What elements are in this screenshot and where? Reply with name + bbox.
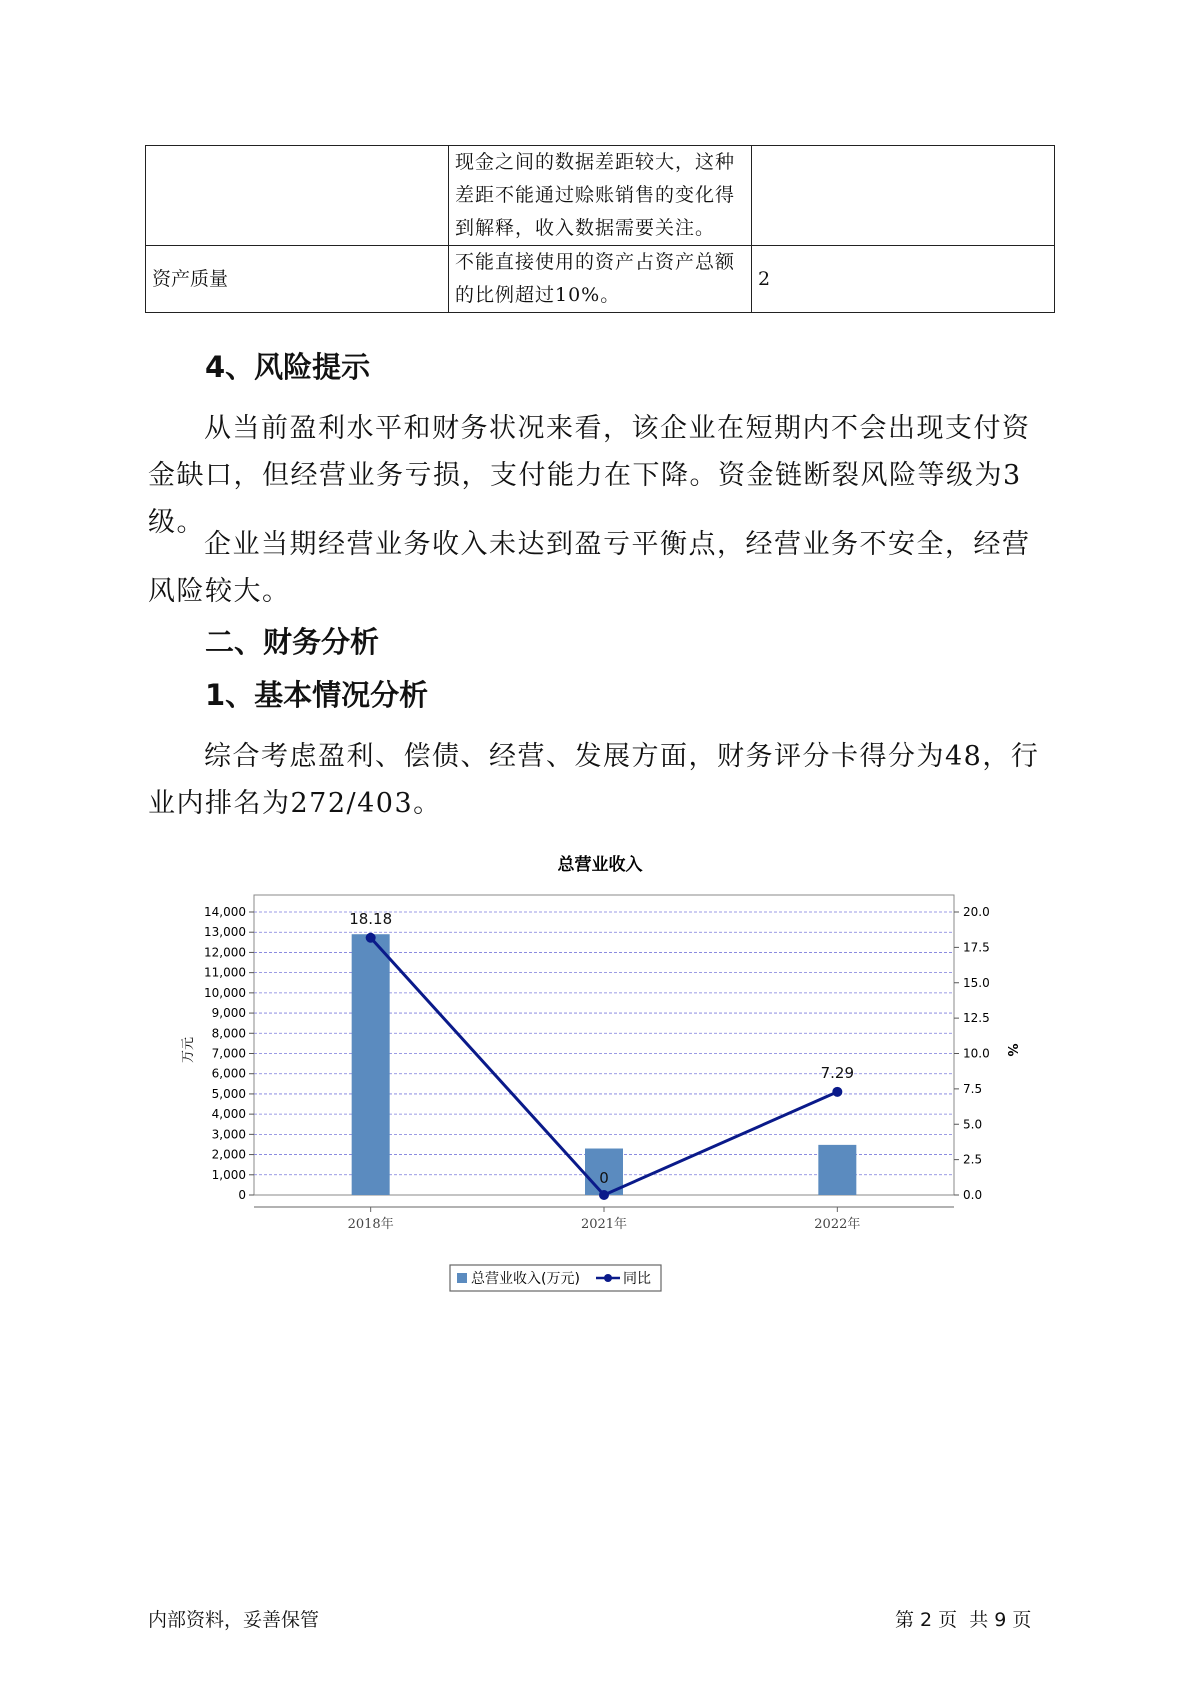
x-tick-label: 2021年	[580, 1217, 628, 1232]
x-tick-label: 2022年	[814, 1217, 861, 1232]
yoy-data-label: 7.29	[820, 1063, 855, 1082]
y2-tick-label: 20.0	[963, 905, 990, 919]
y-axis-label: 万元	[181, 1036, 196, 1064]
y-tick-label: 10,000	[204, 985, 246, 1000]
yoy-point	[599, 1190, 609, 1200]
yoy-point	[832, 1087, 842, 1097]
y2-tick-label: 7.5	[963, 1081, 983, 1096]
y-tick-label: 14,000	[204, 905, 246, 919]
legend-line-marker	[604, 1274, 612, 1282]
table-cell	[146, 146, 449, 246]
y2-tick-label: 17.5	[963, 940, 990, 955]
footer-confidential: 内部资料，妥善保管	[148, 1609, 320, 1631]
y2-tick-label: 12.5	[963, 1011, 990, 1026]
yoy-data-label: 18.18	[349, 909, 393, 928]
y-tick-label: 9,000	[211, 1006, 246, 1021]
y-tick-label: 1,000	[211, 1167, 246, 1182]
subsection-heading-basic: 1、基本情况分析	[205, 678, 429, 712]
paragraph-risk-1: 从当前盈利水平和财务状况来看，该企业在短期内不会出现支付资金缺口，但经营业务亏损，支付能力在下降。资金链断裂风险等级为3级。	[148, 413, 1031, 538]
y-tick-label: 3,000	[211, 1127, 246, 1142]
table-cell	[752, 146, 1055, 246]
revenue-bar	[352, 934, 390, 1195]
table-row	[146, 246, 1055, 313]
paragraph-basic: 综合考虑盈利、偿债、经营、发展方面，财务评分卡得分为48，行业内排名为272/403。	[148, 741, 1040, 819]
y2-tick-label: 2.5	[963, 1152, 983, 1167]
chart-legend	[450, 1265, 661, 1291]
y-tick-label: 5,000	[211, 1086, 246, 1101]
footer-page-number	[895, 1605, 1031, 1632]
legend-line-label: 同比	[623, 1271, 651, 1287]
y-tick-label: 6,000	[211, 1066, 246, 1081]
section-heading-risk: 4、风险提示	[205, 350, 371, 384]
legend-bar-label: 总营业收入(万元)	[471, 1271, 580, 1287]
table-cell: 2	[752, 246, 1055, 313]
y-tick-label: 13,000	[204, 925, 246, 940]
yoy-data-label: 0	[599, 1169, 609, 1187]
footer-page-text: 第 2 页 共 9 页	[895, 1609, 1032, 1631]
yoy-point	[366, 933, 376, 943]
table-cell: 现金之间的数据差距较大，这种差距不能通过赊账销售的变化得到解释，收入数据需要关注。	[449, 146, 752, 246]
section-heading-finance: 二、财务分析	[205, 625, 380, 659]
table-cell: 资产质量	[146, 246, 449, 313]
chart-title: 总营业收入	[557, 855, 643, 875]
y2-axis-label: %	[1004, 1043, 1019, 1057]
revenue-chart	[170, 850, 1050, 1310]
y2-tick-label: 15.0	[963, 975, 990, 990]
y2-tick-label: 10.0	[963, 1046, 990, 1061]
legend-bar-swatch	[457, 1273, 467, 1283]
y-tick-label: 8,000	[211, 1026, 246, 1041]
table-cell: 不能直接使用的资产占资产总额的比例超过10%。	[449, 246, 752, 313]
y-tick-label: 0	[238, 1188, 246, 1202]
x-tick-label: 2018年	[347, 1217, 394, 1232]
y2-tick-label: 0.0	[963, 1188, 983, 1202]
y-tick-label: 2,000	[211, 1147, 246, 1162]
y-tick-label: 11,000	[204, 965, 246, 980]
risk-table	[145, 145, 1055, 313]
y-tick-label: 12,000	[204, 945, 246, 960]
y2-tick-label: 5.0	[963, 1117, 983, 1132]
y-tick-label: 7,000	[211, 1046, 246, 1061]
y-tick-label: 4,000	[211, 1107, 246, 1122]
paragraph-risk-2: 企业当期经营业务收入未达到盈亏平衡点，经营业务不安全，经营风险较大。	[148, 529, 1031, 607]
table-row	[146, 146, 1055, 246]
revenue-bar	[818, 1145, 856, 1195]
